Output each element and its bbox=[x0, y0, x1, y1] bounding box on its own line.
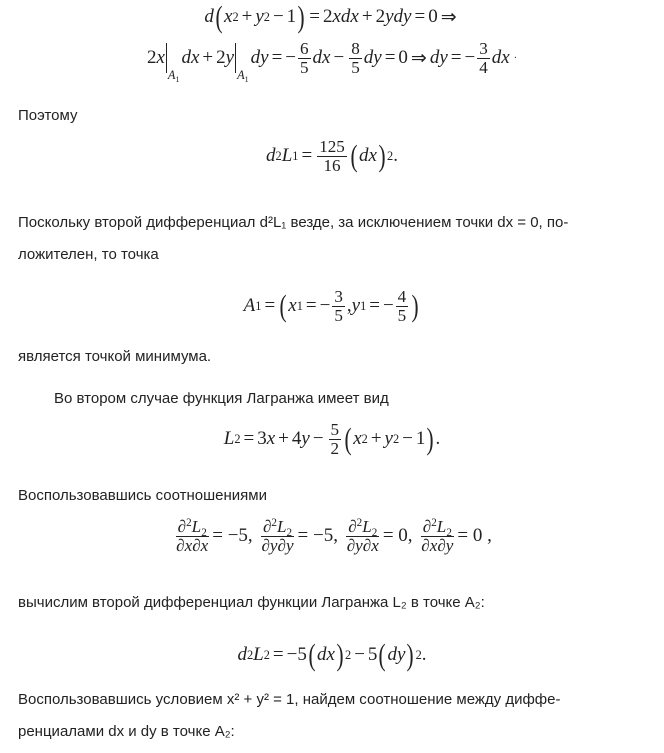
paragraph-poetomu: Поэтому bbox=[18, 107, 78, 124]
paragraph-minimum: является точкой минимума. bbox=[18, 348, 212, 365]
equation-second-differential-L2: d 2 L 2 = −5 ( dx ) 2 − 5 ( dy ) 2 . bbox=[237, 638, 427, 672]
paragraph-positive-definite-line2: ложителен, то точка bbox=[18, 246, 159, 263]
paragraph-second-case: Во втором случае функция Лагранжа имеет вид bbox=[54, 390, 389, 407]
equation-evaluated-at-A1: 2 x $A_1$ dx + 2 y $A_1$ dy = − $\frac{6}{5}$ dx − $\frac{8}{5}$ dy = 0 ⇒ dy = − $\frac{3}{4}$ dx · bbox=[146, 39, 518, 84]
equation-second-partials: $\frac{\partial^2L_2}{\partial x\partial x}$ = −5, $\frac{\partial^2L_2}{\partial y\partial y}$ = −5, $\frac{\partial^2L_2}{\partial y\partial x}$ = 0, $\frac{\partial^2L_2}{\partial x\partial y}$ = 0 , bbox=[176, 516, 492, 555]
paragraph-using-relations: Воспользовавшись соотношениями bbox=[18, 487, 267, 504]
paragraph-compute-differential: вычислим второй дифференциал функции Лагранжа L₂ в точке A₂: bbox=[18, 594, 485, 611]
equation-differential-constraint: d ( x 2 + y 2 − 1 ) = 2 xdx + 2 ydy = 0 ⇒ bbox=[204, 0, 457, 34]
equation-point-A1: A 1 = ( x 1 = − $\frac{3}{5}$ , y 1 = − $\frac{4}{5}$ ) bbox=[243, 287, 419, 325]
paragraph-positive-definite-line1: Поскольку второй дифференциал d²L₁ везде, за исключением точки dx = 0, по- bbox=[18, 214, 569, 231]
paragraph-condition-line2: ренциалами dx и dy в точке A₂: bbox=[18, 723, 235, 740]
equation-second-differential-L1: d 2 L 1 = $\frac{125}{16}$ ( dx ) 2 . bbox=[266, 137, 398, 175]
paragraph-condition-line1: Воспользовавшись условием x² + y² = 1, найдем соотношение между диффе- bbox=[18, 691, 561, 708]
equation-lagrange-L2: L 2 = 3 x + 4 y − $\frac{5}{2}$ ( x 2 + y 2 − 1 ) . bbox=[223, 420, 441, 458]
